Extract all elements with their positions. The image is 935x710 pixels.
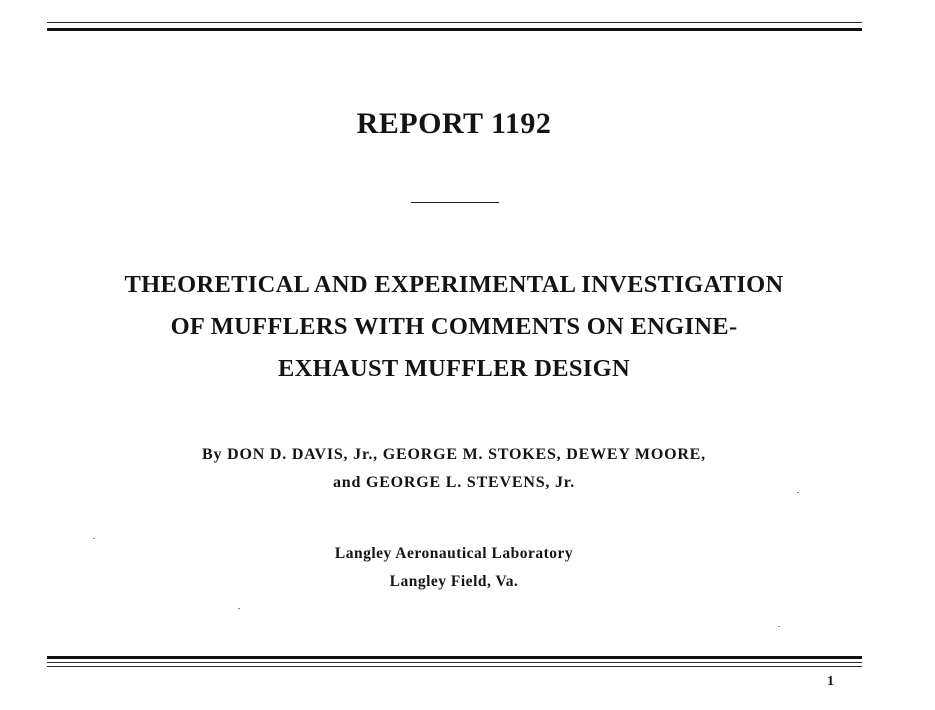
top-double-rule [47, 22, 862, 31]
author-byline [0, 441, 908, 497]
page-number: 1 [827, 674, 834, 689]
bottom-triple-rule [47, 656, 862, 667]
scan-speck [797, 492, 799, 493]
bottom-rule-thin [47, 662, 862, 663]
report-main-title [0, 264, 908, 390]
title-separator-rule [411, 202, 499, 203]
bottom-rule-thick [47, 656, 862, 659]
report-number-title: REPORT 1192 [356, 107, 552, 140]
bottom-rule-thin [47, 666, 862, 667]
laboratory-name: Langley Aeronautical Laboratory [334, 545, 574, 562]
top-rule-thin [47, 22, 862, 23]
main-title-line: OF MUFFLERS WITH COMMENTS ON ENGINE- [170, 313, 738, 340]
author-line: By DON D. DAVIS, Jr., GEORGE M. STOKES, DEWEY MOORE, [202, 446, 706, 463]
scan-speck [778, 626, 780, 627]
author-line: and GEORGE L. STEVENS, Jr. [332, 474, 576, 491]
main-title-line: THEORETICAL AND EXPERIMENTAL INVESTIGATION [124, 271, 784, 298]
affiliation-block [0, 540, 908, 596]
laboratory-location: Langley Field, Va. [389, 573, 519, 590]
scan-speck [238, 608, 240, 609]
top-rule-thick [47, 28, 862, 31]
main-title-line: EXHAUST MUFFLER DESIGN [278, 355, 630, 382]
scan-speck [93, 538, 95, 539]
